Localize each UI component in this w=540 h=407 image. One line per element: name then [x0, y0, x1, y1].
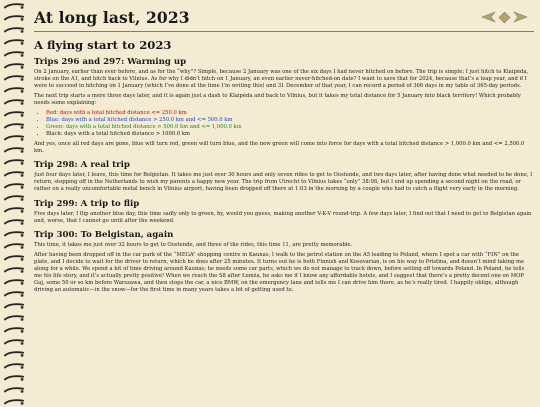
- section-heading-trip-300: Trip 300: To Belgistan, again: [34, 229, 174, 240]
- binding-ring-icon: [3, 386, 25, 395]
- color-legend-list: [34, 110, 534, 138]
- binding-ring-icon: [3, 278, 25, 287]
- binding-ring-icon: [3, 194, 25, 203]
- legend-item-green: • Green: days with a total hitched distance > 500.0 km and <= 1,000.0 km: [46, 124, 534, 131]
- binding-ring-icon: [3, 14, 25, 23]
- binding-ring-icon: [3, 374, 25, 383]
- binding-ring-icon: [3, 122, 25, 131]
- section-heading-trip-299: Trip 299: A trip to flip: [34, 198, 140, 209]
- legend-item-black: • Black: days with a total hitched distance > 1000.0 km: [46, 131, 534, 138]
- binding-ring-icon: [3, 38, 25, 47]
- binding-ring-icon: [3, 362, 25, 371]
- page-title: At long last, 2023: [34, 7, 190, 27]
- binding-ring-icon: [3, 206, 25, 215]
- page-header: [34, 3, 534, 32]
- binding-ring-icon: [3, 266, 25, 275]
- binding-ring-icon: [3, 314, 25, 323]
- binding-ring-icon: [3, 218, 25, 227]
- section-heading-trip-298: Trip 298: A real trip: [34, 160, 130, 171]
- binding-ring-icon: [3, 242, 25, 251]
- binding-ring-icon: [3, 74, 25, 83]
- binding-ring-icon: [3, 254, 25, 263]
- binding-ring-icon: [3, 50, 25, 59]
- binding-ring-icon: [3, 350, 25, 359]
- paragraph: The next trip starts a mere three days later, and it is again just a dash to Klaipėda and back to Vilnius, but it takes my total distance for 5 January into black territory! Which probably needs some explaining:: [34, 93, 521, 107]
- binding-ring-icon: [3, 86, 25, 95]
- binding-ring-icon: [3, 398, 25, 407]
- binding-ring-icon: [3, 170, 25, 179]
- binding-ring-icon: [3, 182, 25, 191]
- paragraph: Just four days later, I leave, this time for Belgistan. It takes me just over 30 hours and only seven rides to get to Oostende, and two days later, after having done what needed to be done, I return, stopping off in the Netherlands to wish my parents a happy new year. The trip from Utrecht to Vilnius takes “only” 38:08, but I end up spending a second night on the road, or rather on a really uncomfortable metal bench in Vilnius airport, having been dropped off there at 1:03 in the morning by a couple who had to catch a flight very early in the morning.: [34, 172, 533, 193]
- binding-ring-icon: [3, 230, 25, 239]
- binding-ring-icon: [3, 302, 25, 311]
- binding-ring-icon: [3, 110, 25, 119]
- legend-item-red: • Red: days with a total hitched distance <= 250.0 km: [46, 110, 534, 117]
- paragraph: This time, it takes me just over 32 hours to get to Oostende, and three of the rides, this time 11, are pretty memorable.: [34, 241, 353, 248]
- paragraph: And yes, once all red days are gone, blue will turn red, green will turn blue, and the new green will come into force for days with a total hitched distance > 1,000.0 km and <= 2,500.0 km.: [34, 141, 525, 155]
- paragraph: On 2 January, earlier than ever before, and as for the “why”? Simple, because 2 January was one of the six days I had never hitched on before. The trip is simple; I just hitch to Klaipėda, stroke on the A1, and hitch back to Vilnius. As for why I didn’t hitch on 1 January, an even earlier never-hitched-on date? I want to save that for 2024, because that’s a leap year, and if I were to succeed in hitching on 1 January (which I’ve done at the time I’m writing this) and 31 December of that year, I can record a period of 366 days in my table of 365-day periods.: [34, 69, 529, 90]
- paragraph: Five days later, I flip another blue day, this time sadly only to green, by, would you guess, making another V-K-V round-trip. A few days later, I find out that I need to get to Belgistan again and, worse, that I cannot go until after the weekend.: [34, 210, 532, 224]
- binding-ring-icon: [3, 290, 25, 299]
- arrow-left-icon[interactable]: [481, 11, 496, 23]
- arrow-right-icon[interactable]: [513, 11, 528, 23]
- binding-ring-icon: [3, 146, 25, 155]
- page-content: [34, 0, 534, 405]
- article-heading: A flying start to 2023: [34, 38, 172, 52]
- arrow-up-icon[interactable]: [498, 11, 511, 24]
- binding-ring-icon: [3, 62, 25, 71]
- legend-item-blue: • Blue: days with a total hitched distance > 250.0 km and <= 500.0 km: [46, 117, 534, 124]
- section-heading-trips-296-297: Trips 296 and 297: Warming up: [34, 57, 187, 67]
- navigation-arrows: [481, 11, 528, 24]
- binding-ring-icon: [3, 2, 25, 11]
- binding-ring-icon: [3, 98, 25, 107]
- spiral-binding: [0, 0, 28, 405]
- paragraph: After having been dropped off in the car park of the “MEGA” shopping centre in Kaunas, I walk to the petrol station on the A5 leading to Poland, where I spot a car with “FIN” on the plate, and I decide to wait for the driver to return, which he does after 25 minutes. It turns out he is both Finnish and Kosovarian, is on his way to Pristina, and doesn’t mind taking me along for a while. We spend a bit of time driving around Kaunas; he needs some car parts, which we do not manage to track down, before setting off towards Poland. In Poland, he tells me his life story, and it’s actually pretty positive! When we reach the S8 after Łomża, he asks me if I know any affordable hotels, and I suggest that there’s a pretty decent one on MOP Gaj, some 50 or so km before Warszawa, and then stops the car, a nice BMW, on the emergency lane and tells me I can drive him there, as he’s really tired. I happily oblige, although driving an automatic—in the snow—for the first time in many years takes a bit of getting used to.: [34, 251, 525, 294]
- binding-ring-icon: [3, 338, 25, 347]
- binding-ring-icon: [3, 158, 25, 167]
- binding-ring-icon: [3, 326, 25, 335]
- binding-ring-icon: [3, 134, 25, 143]
- binding-ring-icon: [3, 26, 25, 35]
